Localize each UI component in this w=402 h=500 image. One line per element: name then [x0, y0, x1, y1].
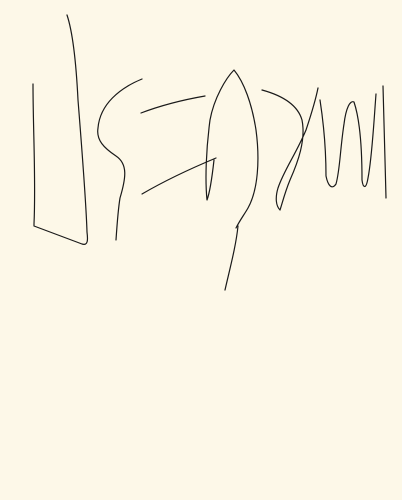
ink-stroke-2: [98, 79, 142, 240]
ink-stroke-4: [142, 158, 216, 194]
ink-stroke-1: [33, 15, 87, 244]
ink-stroke-3: [141, 96, 205, 113]
ink-stroke-6: [225, 226, 238, 290]
ink-stroke-9: [383, 86, 386, 198]
ink-stroke-5: [206, 70, 258, 228]
ink-stroke-7: [262, 88, 318, 210]
ink-stroke-8: [320, 94, 376, 187]
